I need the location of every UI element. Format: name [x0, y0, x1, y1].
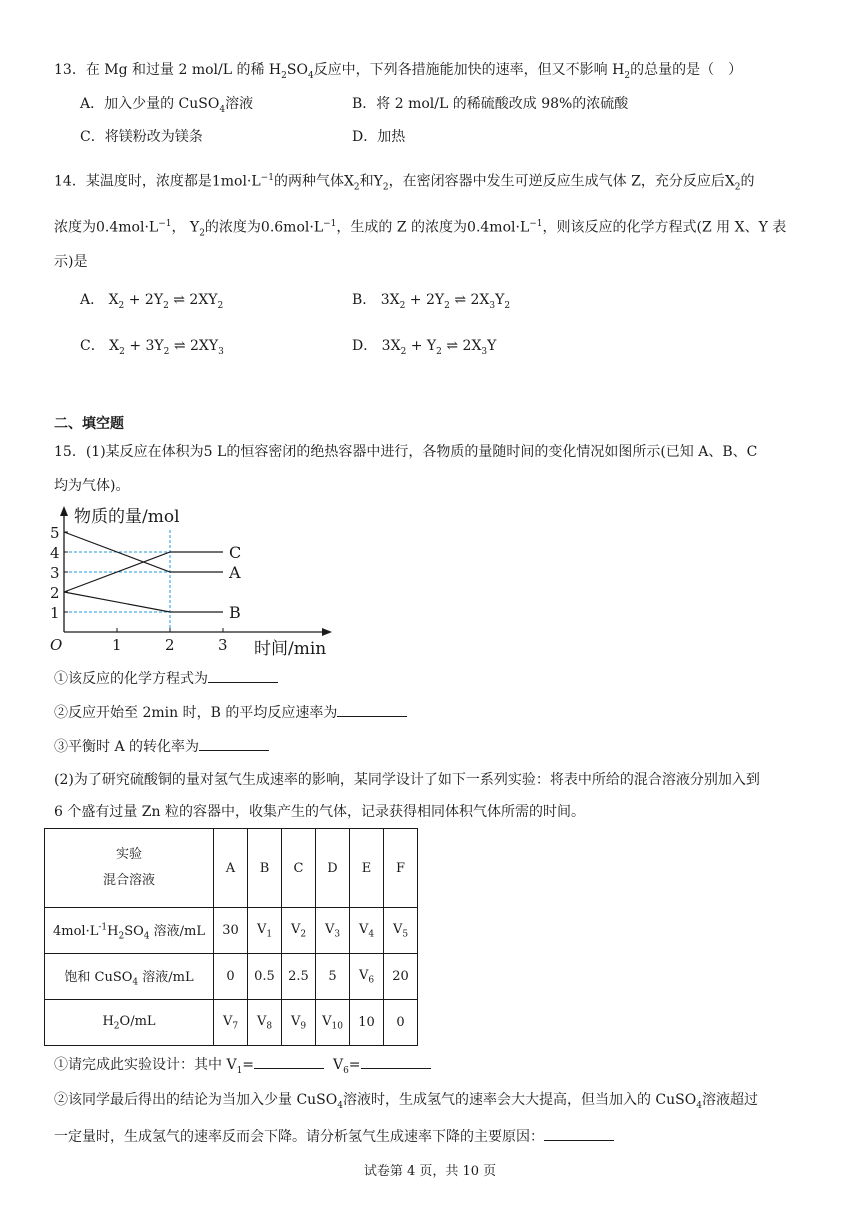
table-cell: $V_7$	[214, 1000, 248, 1046]
table-cell: $V_{10}$	[316, 1000, 350, 1046]
q15-sub4: ①请完成此实验设计：其中 $V_1= V_6=$	[54, 1054, 431, 1081]
experiment-table	[44, 828, 418, 1046]
q15-sub2: ②反应开始至 2min 时，B 的平均反应速率为	[54, 702, 407, 723]
y-axis-arrow	[60, 506, 68, 516]
table-cell: 10	[350, 1000, 384, 1046]
y-tick-label: 1	[50, 604, 60, 622]
y-tick-label: 5	[50, 524, 60, 542]
q13-option-a: A．加入少量的 CuSO$_4$溶液	[80, 96, 254, 115]
table-header-row	[45, 829, 418, 908]
q15-sub3: ③平衡时 A 的转化率为	[54, 736, 269, 757]
table-row	[45, 908, 418, 954]
section-title: 二、填空题	[54, 416, 124, 432]
table-cell: $V_9$	[282, 1000, 316, 1046]
answer-blank[interactable]	[254, 1054, 324, 1069]
q14-option-b: B． $3X_2 + 2Y_2$ ⇌ $2X_3Y_2$	[352, 292, 511, 311]
answer-blank[interactable]	[361, 1054, 431, 1069]
answer-blank[interactable]	[208, 668, 278, 683]
table-cell: $V_6$	[350, 954, 384, 1000]
y-tick-label: 3	[50, 564, 60, 582]
q15-sub5-line2: 一定量时，生成氢气的速率反而会下降。请分析氢气生成速率下降的主要原因：	[54, 1126, 614, 1147]
chart-guide-lines	[64, 530, 170, 632]
q13-stem: 13．在 Mg 和过量 2 mol/L 的稀 $H_2SO_4$反应中，下列各措施能加快的速率，但又不影响 $H_2$的总量的是（ ）	[54, 62, 743, 81]
chart-series-lines	[64, 532, 223, 612]
table-row	[45, 954, 418, 1000]
q14-line2: 浓度为$0.4mol\cdot L^{-1}$， $Y_2$的浓度为$0.6mol\cdot L^{-1}$，生成的 Z 的浓度为$0.4mol\cdot L^{-1}$，则该反应的化学方程式(Z 用 X、Y 表	[54, 219, 787, 239]
q14-option-d: D． $3X_2 + Y_2$ ⇌ $2X_3Y$	[352, 338, 497, 357]
table-cell: 0	[384, 1000, 418, 1046]
table-cell: $V_2$	[282, 908, 316, 954]
table-cell: $V_4$	[350, 908, 384, 954]
y-tick-label: 2	[50, 584, 60, 602]
series-label-C: C	[229, 543, 242, 562]
table-col-header: D	[316, 829, 350, 908]
chart-labels	[50, 507, 326, 659]
table-col-header: E	[350, 829, 384, 908]
x-tick-label: 2	[165, 636, 175, 654]
table-header-cell: 实验 混合溶液	[45, 829, 214, 908]
table-cell: 20	[384, 954, 418, 1000]
q14-option-c: C． $X_2 + 3Y_2$ ⇌ $2XY_3$	[80, 338, 224, 357]
series-label-B: B	[229, 603, 241, 622]
x-tick-label: 1	[112, 636, 122, 654]
q15-sub1: ①该反应的化学方程式为	[54, 668, 278, 689]
y-tick-label: 4	[50, 544, 60, 562]
table-cell: 0	[214, 954, 248, 1000]
q14-option-a: A． $X_2 + 2Y_2$ ⇌ $2XY_2$	[80, 292, 224, 311]
table-row-label: $4mol\cdot L^{-1}H_2SO_4$ 溶液/mL	[45, 908, 214, 954]
series-line-B	[64, 592, 223, 612]
page-footer: 试卷第 4 页，共 10 页	[363, 1164, 497, 1179]
q15-p1-line1: 15．(1)某反应在体积为5 L的恒容密闭的绝热容器中进行，各物质的量随时间的变化情况如图所示(已知 A、B、C	[54, 444, 758, 460]
q15-sub5-line1: ②该同学最后得出的结论为当加入少量 CuSO$_4$溶液时，生成氢气的速率会大大提高，但当加入的 CuSO$_4$溶液超过	[54, 1092, 758, 1111]
x-axis-arrow	[322, 628, 332, 636]
q14-line1: 14．某温度时，浓度都是$1mol\cdot L^{-1}$的两种气体$X_2$和$Y_2$，在密闭容器中发生可逆反应生成气体 Z，充分反应后$X_2$的	[54, 173, 755, 193]
amount-time-chart	[42, 502, 342, 662]
answer-blank[interactable]	[199, 736, 269, 751]
y-axis-label: 物质的量/mol	[74, 507, 180, 527]
table-col-header: C	[282, 829, 316, 908]
table-cell: 5	[316, 954, 350, 1000]
table-cell: 30	[214, 908, 248, 954]
q13-option-b: B．将 2 mol/L 的稀硫酸改成 98%的浓硫酸	[352, 96, 629, 112]
table-col-header: B	[248, 829, 282, 908]
table-cell: $V_3$	[316, 908, 350, 954]
table-cell: 0.5	[248, 954, 282, 1000]
table-col-header: F	[384, 829, 418, 908]
q15-p2-line2: 6 个盛有过量 Zn 粒的容器中，收集产生的气体，记录获得相同体积气体所需的时间。	[54, 804, 585, 820]
q13-option-c: C．将镁粉改为镁条	[80, 129, 203, 145]
answer-blank[interactable]	[544, 1126, 614, 1141]
q13-option-d: D．加热	[352, 129, 406, 145]
table-cell: $V_5$	[384, 908, 418, 954]
table-col-header: A	[214, 829, 248, 908]
x-axis-label: 时间/min	[254, 639, 327, 659]
table-row-label: $H_2O/mL$	[45, 1000, 214, 1046]
table-cell: 2.5	[282, 954, 316, 1000]
origin-label: O	[50, 636, 63, 654]
x-tick-label: 3	[218, 636, 228, 654]
q14-line3: 示)是	[54, 254, 88, 270]
series-label-A: A	[229, 563, 241, 582]
q15-p1-line2: 均为气体)。	[54, 478, 130, 494]
table-row-label: 饱和 CuSO$_4$ 溶液/mL	[45, 954, 214, 1000]
table-row	[45, 1000, 418, 1046]
table-cell: $V_8$	[248, 1000, 282, 1046]
table-cell: $V_1$	[248, 908, 282, 954]
q15-p2-line1: (2)为了研究硫酸铜的量对氢气生成速率的影响，某同学设计了如下一系列实验：将表中所给的混合溶液分别加入到	[54, 772, 760, 788]
answer-blank[interactable]	[337, 702, 407, 717]
